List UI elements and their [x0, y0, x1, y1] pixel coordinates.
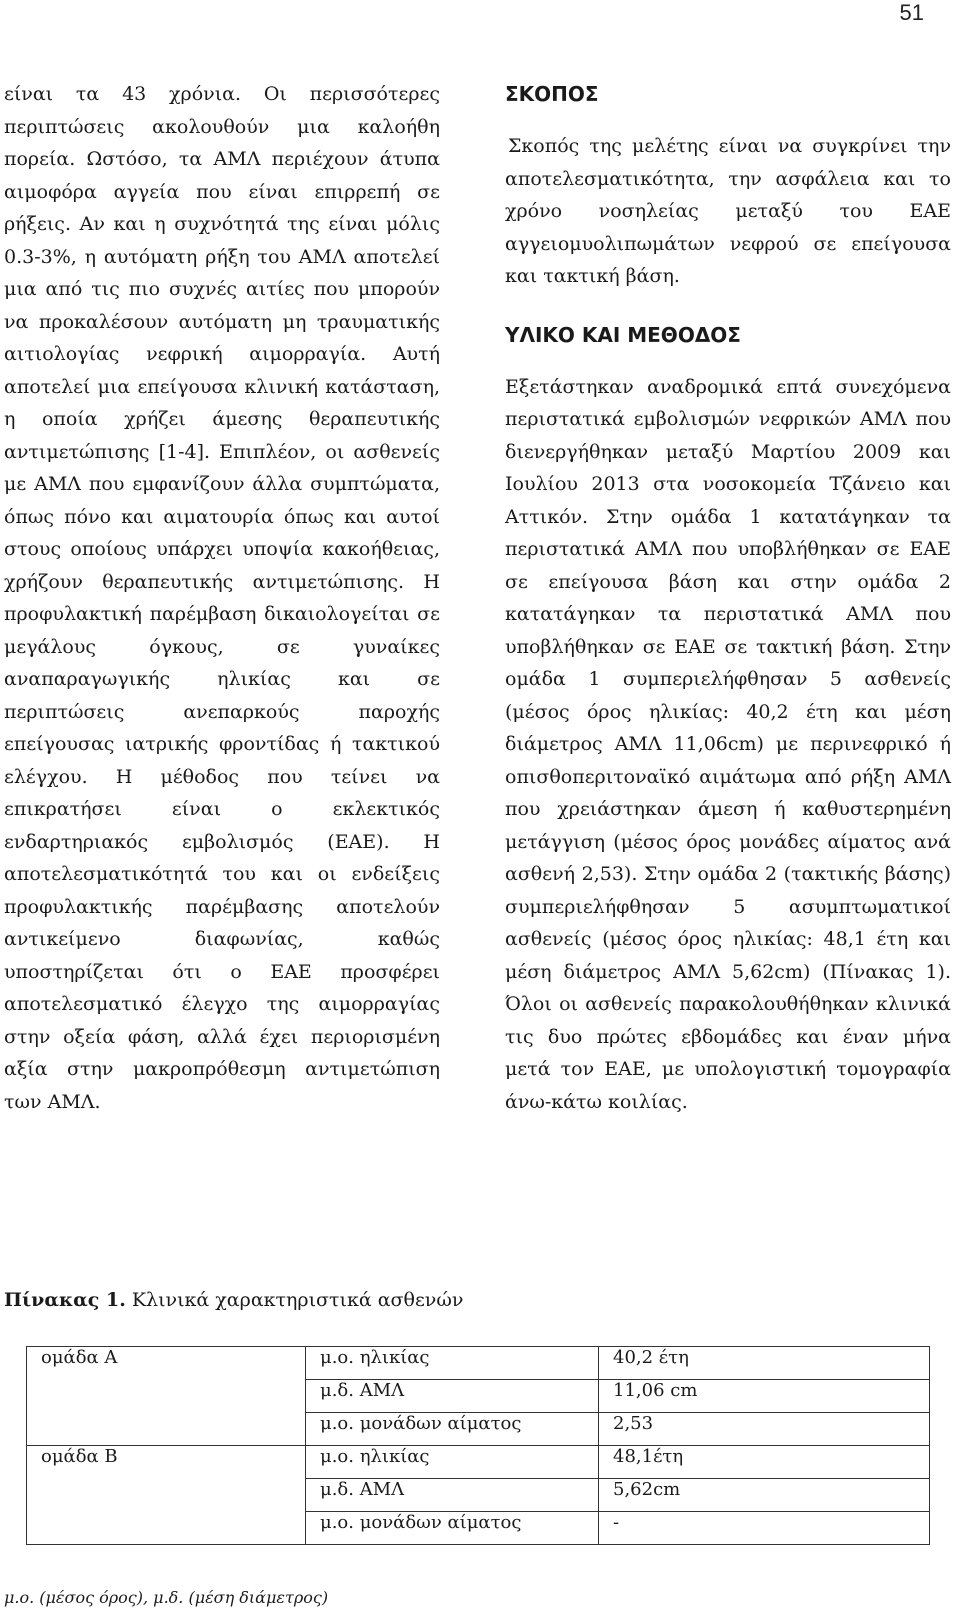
- right-column: [505, 78, 951, 1118]
- metric-cell: μ.δ. ΑΜΛ: [306, 1380, 599, 1413]
- page-number: 51: [899, 0, 924, 25]
- value-cell: 2,53: [599, 1413, 930, 1446]
- table-caption-label: Πίνακας 1.: [4, 1289, 126, 1311]
- value-cell: 48,1έτη: [599, 1446, 930, 1479]
- metric-cell: μ.δ. ΑΜΛ: [306, 1479, 599, 1512]
- table-row: [27, 1446, 930, 1479]
- table-row: [27, 1347, 930, 1380]
- metric-cell: μ.ο. ηλικίας: [306, 1446, 599, 1479]
- metric-cell: μ.ο. μονάδων αίματος: [306, 1413, 599, 1446]
- table-caption: [4, 1289, 463, 1311]
- value-cell: -: [599, 1512, 930, 1545]
- group-a-cell: ομάδα Α: [27, 1347, 306, 1446]
- group-b-cell: ομάδα Β: [27, 1446, 306, 1545]
- methods-paragraph: Εξετάστηκαν αναδρομικά επτά συνεχόμενα περιστατικά εμβολισμών νεφρικών ΑΜΛ που διενεργήθηκαν μεταξύ Μαρτίου 2009 και Ιουλίου 2013 στα νοσοκομεία Τζάνειο και Αττικόν. Στην ομάδα 1 κατατάγηκαν τα περιστατικά ΑΜΛ που υποβλήθηκαν σε ΕΑΕ σε επείγουσα βάση και στην ομάδα 2 κατατάγηκαν τα περιστατικά ΑΜΛ που υποβλήθηκαν σε ΕΑΕ σε τακτική βάση. Στην ομάδα 1 συμπεριελήφθησαν 5 ασθενείς (μέσος όρος ηλικίας: 40,2 έτη και μέση διάμετρος ΑΜΛ 11,06cm) με περινεφρικό ή οπισθοπεριτοναϊκό αιμάτωμα από ρήξη ΑΜΛ που χρειάστηκαν άμεση ή καθυστερημένη μετάγγιση (μέσος όρος μονάδες αίματος ανά ασθενή 2,53). Στην ομάδα 2 (τακτικής βάσης) συμπεριελήφθησαν 5 ασυμπτωματικοί ασθενείς (μέσος όρος ηλικίας: 48,1 έτη και μέση διάμετρος ΑΜΛ 5,62cm) (Πίνακας 1). Όλοι οι ασθενείς παρακολουθήθηκαν κλινικά τις δυο πρώτες εβδομάδες και έναν μήνα μετά τον ΕΑΕ, με υπολογιστική τομογραφία άνω-κάτω κοιλίας.: [505, 375, 951, 1113]
- table-footnote: μ.ο. (μέσος όρος), μ.δ. (μέση διάμετρος): [4, 1588, 329, 1607]
- table-caption-text: Κλινικά χαρακτηριστικά ασθενών: [125, 1289, 464, 1311]
- value-cell: 40,2 έτη: [599, 1347, 930, 1380]
- methods-heading: ΥΛΙΚΟ ΚΑΙ ΜΕΘΟΔΟΣ: [505, 322, 741, 347]
- aim-paragraph: Σκοπός της μελέτης είναι να συγκρίνει την αποτελεσματικότητα, την ασφάλεια και το χρόνο νοσηλείας μεταξύ του ΕΑΕ αγγειομυολιπωμάτων νεφρού σε επείγουσα και τακτική βάση.: [505, 135, 951, 287]
- aim-heading: ΣΚΟΠΟΣ: [505, 82, 599, 106]
- metric-cell: μ.ο. μονάδων αίματος: [306, 1512, 599, 1545]
- intro-paragraph: είναι τα 43 χρόνια. Οι περισσότερες περιπτώσεις ακολουθούν μια καλοήθη πορεία. Ωστόσο, τα ΑΜΛ περιέχουν άτυπα αιμοφόρα αγγεία που είναι επιρρεπή σε ρήξεις. Αν και η συχνότητά της είναι μόλις 0.3-3%, η αυτόματη ρήξη του ΑΜΛ αποτελεί μια από τις πιο συχνές αιτίες που μπορούν να προκαλέσουν αυτόματη μη τραυματικής αιτιολογίας νεφρική αιμορραγία. Αυτή αποτελεί μια επείγουσα κλινική κατάσταση, η οποία χρήζει άμεσης θεραπευτικής αντιμετώπισης [1-4]. Επιπλέον, οι ασθενείς με ΑΜΛ που εμφανίζουν άλλα συμπτώματα, όπως πόνο και αιματουρία όπως και αυτοί στους οποίους υπάρχει υποψία κακοήθειας, χρήζουν θεραπευτικής αντιμετώπισης. Η προφυλακτική παρέμβαση δικαιολογείται σε μεγάλους όγκους, σε γυναίκες αναπαραγωγικής ηλικίας και σε περιπτώσεις ανεπαρκούς παροχής επείγουσας ιατρικής φροντίδας ή τακτικού ελέγχου. Η μέθοδος που τείνει να επικρατήσει είναι ο εκλεκτικός ενδαρτηριακός εμβολισμός (ΕΑΕ). Η αποτελεσματικότητά του και οι ενδείξεις προφυλακτικής παρέμβασης αποτελούν αντικείμενο διαφωνίας, καθώς υποστηρίζεται ότι ο ΕΑΕ προσφέρει αποτελεσματικό έλεγχο της αιμορραγίας στην οξεία φάση, αλλά έχει περιορισμένη αξία στην μακροπρόθεσμη αντιμετώπιση των ΑΜΛ.: [4, 83, 440, 1113]
- clinical-characteristics-table: [26, 1346, 930, 1545]
- metric-cell: μ.ο. ηλικίας: [306, 1347, 599, 1380]
- left-column: [4, 78, 440, 1118]
- value-cell: 11,06 cm: [599, 1380, 930, 1413]
- value-cell: 5,62cm: [599, 1479, 930, 1512]
